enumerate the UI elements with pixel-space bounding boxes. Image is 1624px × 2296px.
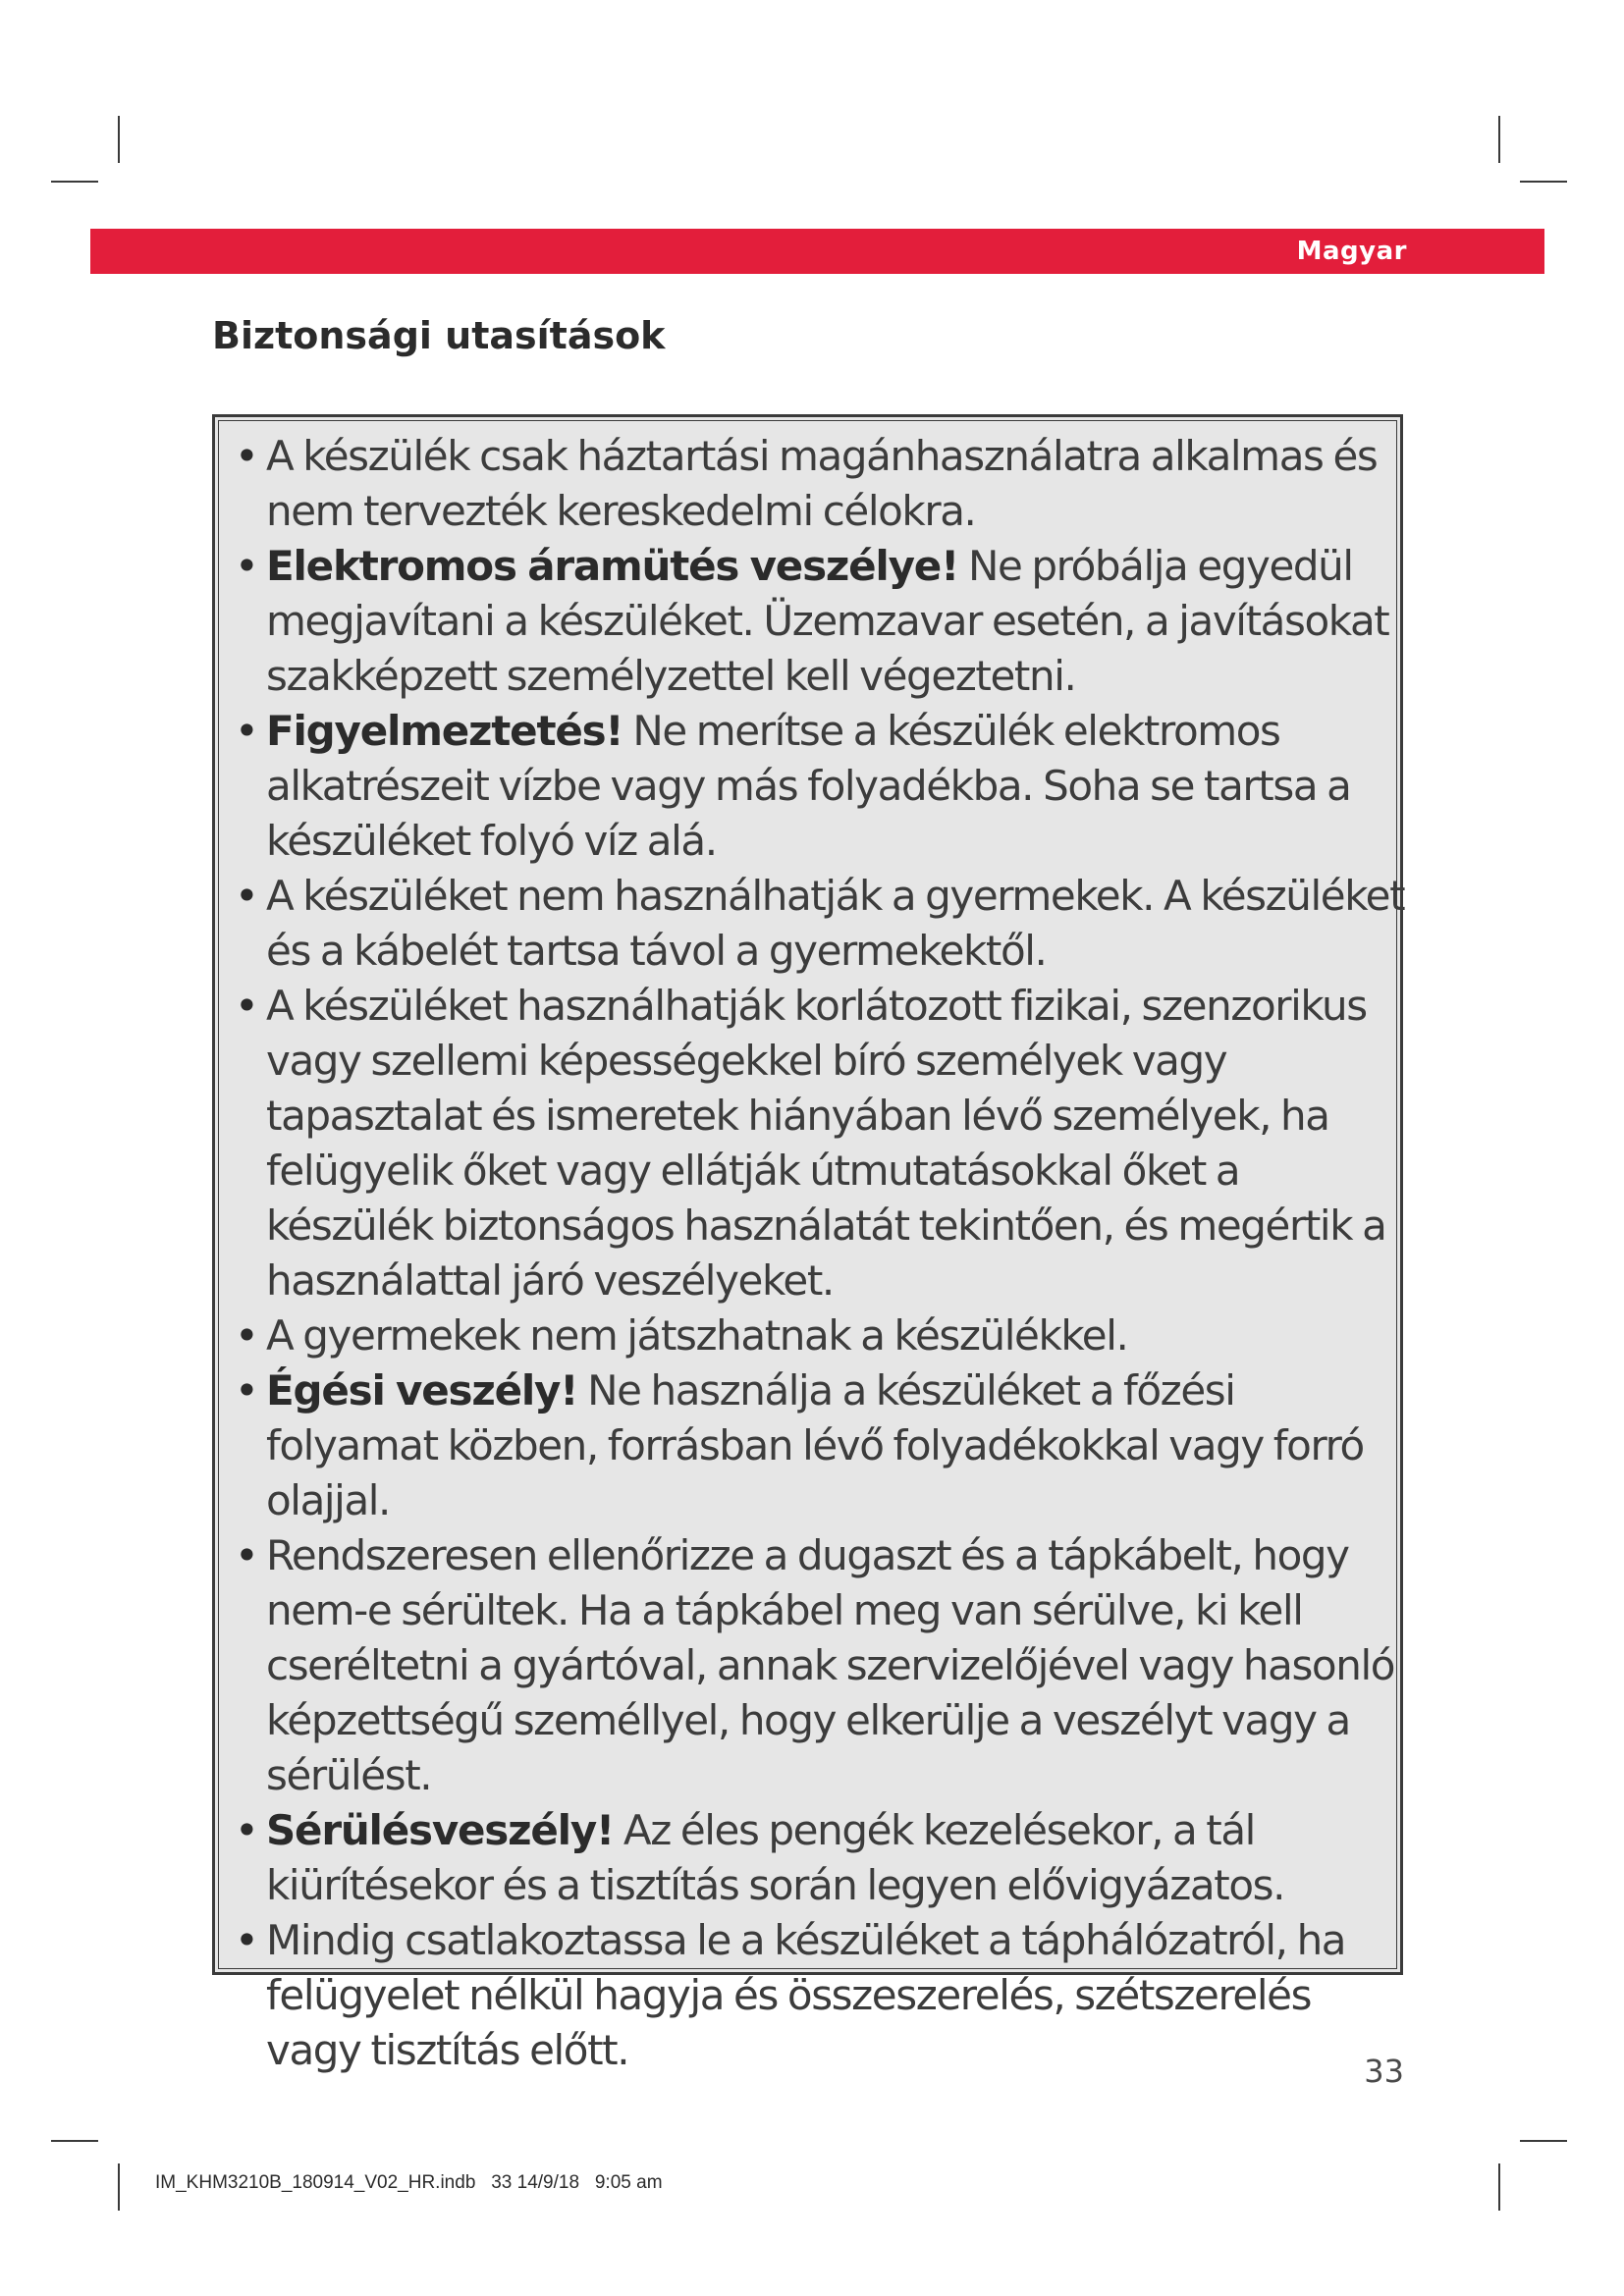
crop-mark-top-right-vertical xyxy=(1498,116,1500,163)
language-header-bar xyxy=(90,229,1544,274)
bullet-icon: • xyxy=(235,1806,258,1854)
safety-item xyxy=(235,1363,1405,1528)
safety-item xyxy=(235,1913,1405,2078)
bullet-icon: • xyxy=(235,1366,258,1415)
safety-item xyxy=(235,979,1405,1308)
bullet-icon: • xyxy=(235,432,258,480)
safety-item xyxy=(235,539,1405,704)
crop-mark-bottom-left-horizontal xyxy=(51,2140,98,2142)
safety-item-text: A készüléket használhatják korlátozott fizikai, szenzorikus vagy szellemi képességekkel bíró személyek vagy tapasztalat és ismeretek hiányában lévő személyek, ha felügyelik őket vagy ellátják útmutatásokkal őket a készülék biztonságos használatát tekintően, és megértik a használattal járó veszélyeket. xyxy=(266,982,1386,1305)
safety-item-text: Rendszeresen ellenőrizze a dugaszt és a tápkábelt, hogy nem-e sérültek. Ha a tápkábel meg van sérülve, ki kell cseréltetni a gyártóval, annak szervizelőjével vagy hasonló képzettségű személlyel, hogy elkerülje a veszélyt vagy a sérülést. xyxy=(266,1531,1395,1799)
bullet-icon: • xyxy=(235,872,258,920)
bullet-icon: • xyxy=(235,542,258,590)
safety-item-text: Ne próbálja egyedül megjavítani a készüléket. Üzemzavar esetén, a javításokat szakképzett személyzettel kell végeztetni. xyxy=(266,542,1389,700)
safety-item-warning: Sérülésveszély! xyxy=(266,1806,614,1854)
safety-item xyxy=(235,704,1405,869)
safety-item-warning: Figyelmeztetés! xyxy=(266,707,623,755)
safety-instructions-list xyxy=(215,417,1415,2078)
safety-item-text: A készülék csak háztartási magánhasználatra alkalmas és nem tervezték kereskedelmi célokra. xyxy=(266,432,1378,535)
bullet-icon: • xyxy=(235,1311,258,1360)
safety-item-text: Ne merítse a készülék elektromos alkatrészeit vízbe vagy más folyadékba. Soha se tartsa a készüléket folyó víz alá. xyxy=(266,707,1351,865)
safety-item-text: Ne használja a készüléket a főzési folyamat közben, forrásban lévő folyadékokkal vagy forró olajjal. xyxy=(266,1366,1364,1524)
safety-item-text: Mindig csatlakoztassa le a készüléket a táphálózatról, ha felügyelet nélkül hagyja és összeszerelés, szétszerelés vagy tisztítás előtt. xyxy=(266,1916,1346,2074)
safety-item xyxy=(235,869,1405,979)
bullet-icon: • xyxy=(235,1531,258,1579)
section-title: Biztonsági utasítások xyxy=(212,314,666,357)
crop-mark-top-left-horizontal xyxy=(51,181,98,183)
safety-item xyxy=(235,429,1405,539)
print-slug: IM_KHM3210B_180914_V02_HR.indb 33 14/9/18 9:05 am xyxy=(155,2172,663,2193)
safety-item-text: Az éles pengék kezelésekor, a tál kiürítésekor és a tisztítás során legyen elővigyázatos. xyxy=(266,1806,1285,1909)
bullet-icon: • xyxy=(235,1916,258,1964)
page-number: 33 xyxy=(1364,2053,1404,2090)
safety-item xyxy=(235,1803,1405,1913)
crop-mark-bottom-right-vertical xyxy=(1498,2163,1500,2211)
crop-mark-top-right-horizontal xyxy=(1520,181,1567,183)
language-label: Magyar xyxy=(1296,237,1407,266)
safety-item-text: A gyermekek nem játszhatnak a készülékkel. xyxy=(266,1311,1128,1360)
bullet-icon: • xyxy=(235,707,258,755)
safety-item xyxy=(235,1528,1405,1803)
crop-mark-bottom-left-vertical xyxy=(118,2163,120,2211)
safety-item-warning: Égési veszély! xyxy=(266,1366,578,1415)
safety-item-warning: Elektromos áramütés veszélye! xyxy=(266,542,959,590)
safety-item xyxy=(235,1308,1405,1363)
crop-mark-bottom-right-horizontal xyxy=(1520,2140,1567,2142)
crop-mark-top-left-vertical xyxy=(118,116,120,163)
safety-item-text: A készüléket nem használhatják a gyermekek. A készüléket és a kábelét tartsa távol a gyermekektől. xyxy=(266,872,1405,975)
bullet-icon: • xyxy=(235,982,258,1030)
